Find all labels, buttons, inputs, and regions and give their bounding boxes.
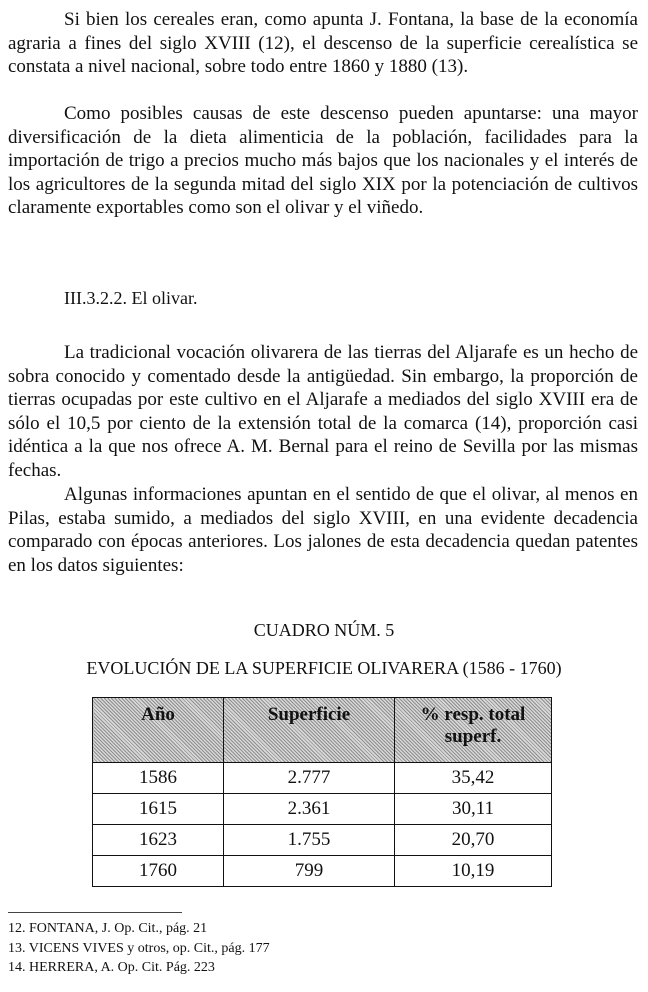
cell-percent: 20,70 bbox=[395, 825, 552, 856]
footnotes bbox=[8, 919, 270, 978]
table-row bbox=[93, 825, 552, 856]
cell-year: 1760 bbox=[93, 856, 224, 887]
section-heading: III.3.2.2. El olivar. bbox=[64, 288, 198, 308]
footnote-divider bbox=[8, 912, 182, 913]
paragraph-cereales: Si bien los cereales eran, como apunta J. Fontana, la base de la economía agraria a fines del siglo XVIII (12), el descenso de la superficie cerealística se constata a nivel nacional, sobre todo entre 1860 y 1880 (13). bbox=[8, 9, 638, 77]
footnote-14: 14. HERRERA, A. Op. Cit. Pág. 223 bbox=[8, 960, 215, 975]
cell-percent: 10,19 bbox=[395, 856, 552, 887]
cell-percent: 35,42 bbox=[395, 763, 552, 794]
footnote-13: 13. VICENS VIVES y otros, op. Cit., pág. 177 bbox=[8, 940, 270, 956]
header-porcentaje: % resp. total superf. bbox=[395, 698, 552, 763]
cell-percent: 30,11 bbox=[395, 794, 552, 825]
paragraph-causas: Como posibles causas de este descenso pueden apuntarse: una mayor diversificación de la dieta alimenticia de la población, facilidades para la importación de trigo a precios mucho más bajos que los nacionales y el interés de los agricultores de la segunda mitad del siglo XIX por la potenciación de cultivos claramente exportables como son el olivar y el viñedo. bbox=[8, 103, 638, 218]
cell-year: 1586 bbox=[93, 763, 224, 794]
data-table bbox=[92, 697, 552, 887]
paragraph-informaciones: Algunas informaciones apuntan en el sentido de que el olivar, al menos en Pilas, estaba sumido, a mediados del siglo XVIII, en una evidente decadencia comparado con épocas anteriores. Los jalones de esta decadencia quedan patentes en los datos siguientes: bbox=[8, 484, 638, 576]
cell-area: 799 bbox=[224, 856, 395, 887]
table-title: EVOLUCIÓN DE LA SUPERFICIE OLIVARERA (1586 - 1760) bbox=[86, 658, 562, 678]
table-row bbox=[93, 763, 552, 794]
header-superficie: Superficie bbox=[224, 698, 395, 763]
table-row bbox=[93, 794, 552, 825]
table-row bbox=[93, 856, 552, 887]
cell-area: 1.755 bbox=[224, 825, 395, 856]
paragraph-vocacion: La tradicional vocación olivarera de las tierras del Aljarafe es un hecho de sobra conocido y comentado desde la antigüedad. Sin embargo, la proporción de tierras ocupadas por este cultivo en el Aljarafe a mediados del siglo XVIII era de sólo el 10,5 por ciento de la extensión total de la comarca (14), proporción casi idéntica a la que nos ofrece A. M. Bernal para el reino de Sevilla por las mismas fechas. bbox=[8, 342, 638, 481]
header-ano: Año bbox=[93, 698, 224, 763]
footnote-12: 12. FONTANA, J. Op. Cit., pág. 21 bbox=[8, 921, 208, 936]
cell-year: 1623 bbox=[93, 825, 224, 856]
table-label: CUADRO NÚM. 5 bbox=[253, 620, 395, 640]
cell-area: 2.361 bbox=[224, 794, 395, 825]
table-header-row bbox=[93, 698, 552, 763]
cell-year: 1615 bbox=[93, 794, 224, 825]
cell-area: 2.777 bbox=[224, 763, 395, 794]
